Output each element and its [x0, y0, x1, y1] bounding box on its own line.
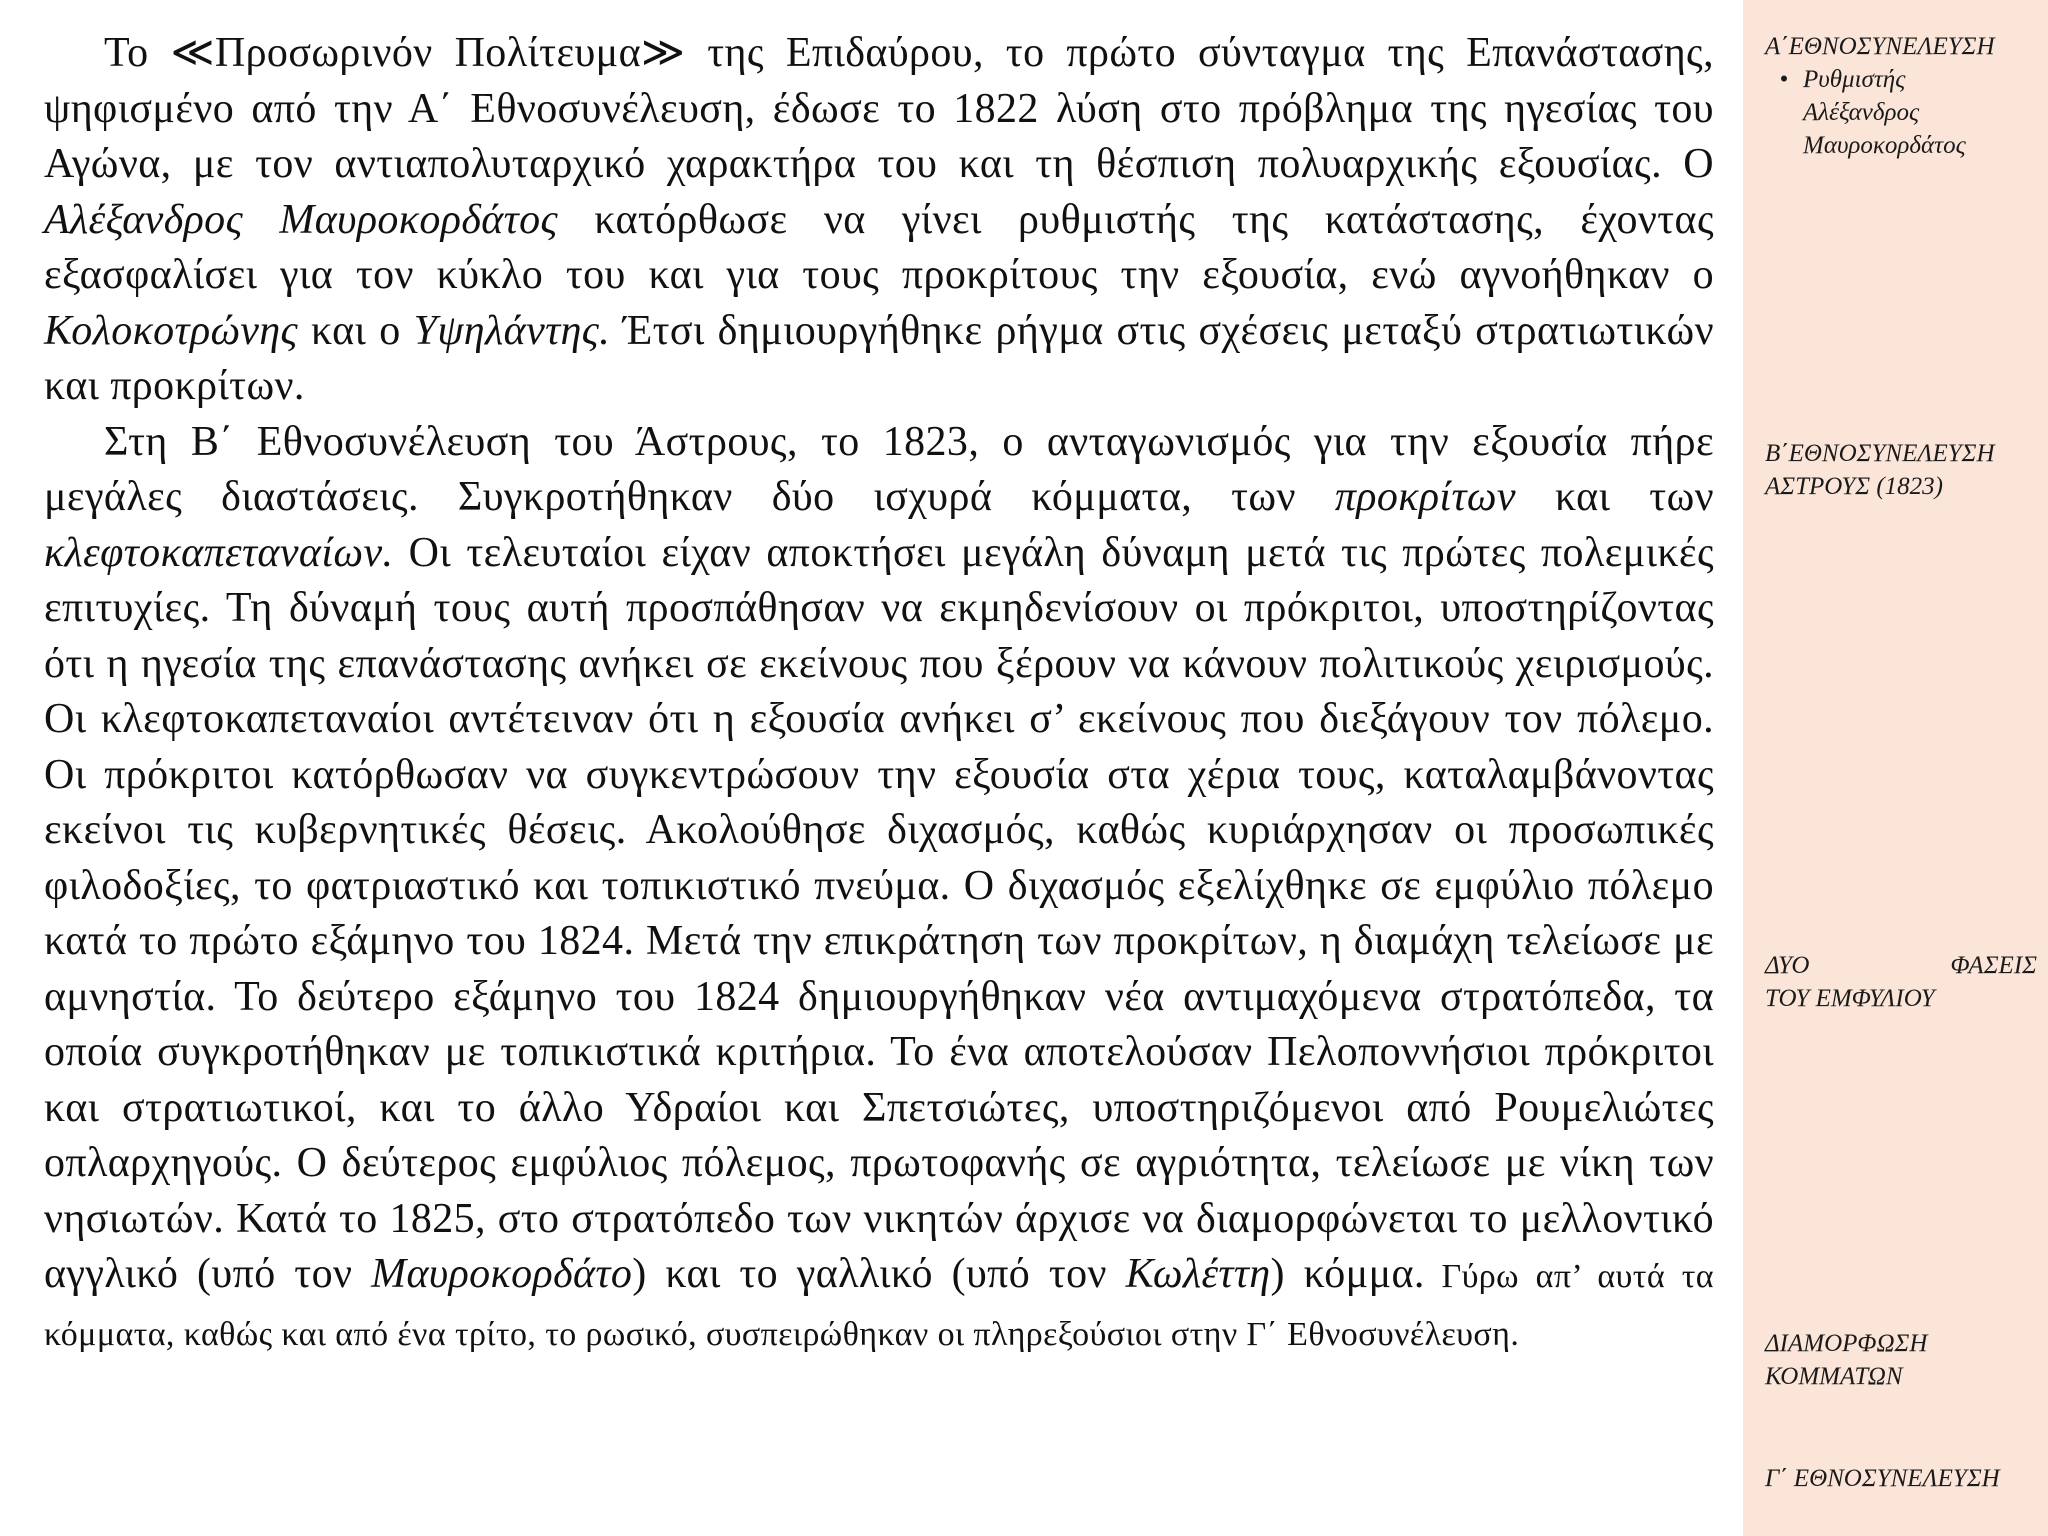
p2-emphasis-mavrokordato: Μαυροκορδάτο: [371, 1251, 633, 1297]
note-civil-war-word-1: ΔΥΟ: [1765, 952, 1810, 979]
note-party-formation-line-1: ΔΙΑΜΟΡΦΩΣΗ: [1765, 1330, 1928, 1357]
note-first-assembly-title: Α΄ΕΘΝΟΣΥΝΕΛΕΥΣΗ: [1765, 33, 1995, 60]
p2-emphasis-kleftokapetanaioi: κλεφτοκαπεταναίων.: [44, 529, 394, 576]
paragraph-second-assembly: [44, 415, 1714, 1363]
note-second-assembly-line-2: ΑΣΤΡΟΥΣ (1823): [1765, 473, 1943, 500]
note-third-assembly-line: Γ΄ ΕΘΝΟΣΥΝΕΛΕΥΣΗ: [1765, 1465, 2000, 1492]
note-civil-war-phases: [1765, 949, 2037, 1015]
p2-text-2: και των: [1515, 474, 1715, 520]
note-party-formation: [1765, 1327, 2037, 1393]
p2-text-1: Στη Β΄ Εθνοσυνέλευση του Άστρους, το 1823, ο ανταγωνισμός για την εξουσία πήρε μεγάλες διαστάσεις. Συγκροτήθηκαν δύο ισχυρά κόμματα, των: [44, 418, 1714, 520]
margin-notes-sidebar: [1743, 0, 2048, 1536]
p1-text-4: Έτσι δημιουργήθηκε ρήγμα στις σχέσεις μεταξύ στρατιωτικών και προκρίτων.: [44, 307, 1714, 409]
note-second-assembly-line-1: Β΄ΕΘΝΟΣΥΝΕΛΕΥΣΗ: [1765, 440, 1995, 467]
p2-text-3: Οι τελευταίοι είχαν αποκτήσει μεγάλη δύναμη μετά τις πρώτες πολεμικές επιτυχίες. Τη δύναμή τους αυτή προσπάθησαν να εκμηδενίσουν οι πρόκριτοι, υποστηρίζοντας ότι η ηγεσία της επανάστασης ανήκει σε εκείνους που ξέρουν να κάνουν πολιτικούς χειρισμούς. Οι κλεφτοκαπεταναίοι αντέτειναν ότι η εξουσία ανήκει σ’ εκείνους που διεξάγουν τον πόλεμο. Οι πρόκριτοι κατόρθωσαν να συγκεντρώσουν την εξουσία στα χέρια τους, καταλαμβάνοντας εκείνοι τις κυβερνητικές θέσεις. Ακολούθησε διχασμός, καθώς κυριάρχησαν οι προσωπικές φιλοδοξίες, το φατριαστικό και τοπικιστικό πνεύμα. Ο διχασμός εξελίχθηκε σε εμφύλιο πόλεμο κατά το πρώτο εξάμηνο του 1824. Μετά την επικράτηση των προκρίτων, η διαμάχη τελείωσε με αμνηστία. Το δεύτερο εξάμηνο του 1824 δημιουργήθηκαν νέα αντιμαχόμενα στρατόπεδα, τα οποία συγκροτήθηκαν με τοπικιστικά κριτήρια. Το ένα αποτελούσαν Πελοποννήσιοι πρόκριτοι και στρατιωτικοί, και το άλλο Υδραίοι και Σπετσιώτες, υποστηριζόμενοι από Ρουμελιώτες οπλαρχηγούς. Ο δεύτερος εμφύλιος πόλεμος, πρωτοφανής σε αγριότητα, τελείωσε με νίκη των νησιωτών. Κατά το 1825, στο στρατόπεδο των νικητών άρχισε να διαμορφώνεται το μελλοντικό αγγλικό (υπό τον: [44, 529, 1714, 1297]
paragraph-first-assembly: [44, 26, 1714, 415]
p1-text-3: και ο: [297, 307, 414, 354]
note-first-assembly: [1765, 30, 2037, 162]
main-text: [44, 26, 1714, 1362]
p1-emphasis-ypsilantis: Υψηλάντης.: [413, 307, 611, 354]
note-civil-war-word-2: ΦΑΣΕΙΣ: [1950, 952, 2037, 979]
note-third-assembly: [1765, 1462, 2037, 1495]
p1-text-1: Το ≪Προσωρινόν Πολίτευμα≫ της Επιδαύρου, το πρώτο σύνταγμα της Επανάστασης, ψηφισμένο από την Α΄ Εθνοσυνέλευση, έδωσε το 1822 λύση στο πρόβλημα της ηγεσίας του Αγώνα, με τον αντιαπολυταρχικό χαρακτήρα του και τη θέσπιση πολυαρχικής εξουσίας. Ο: [44, 30, 1714, 187]
p1-text-2: κατόρθωσε να γίνει ρυθμιστής της κατάστασης, έχοντας εξασφαλίσει για τον κύκλο του και για τους προκρίτους την εξουσία, ενώ αγνοήθηκαν ο: [44, 196, 1714, 298]
note-alexandros: Αλέξανδρος: [1803, 99, 1920, 126]
note-civil-war-line-2: ΤΟΥ ΕΜΦΥΛΙΟΥ: [1765, 985, 1935, 1012]
p1-emphasis-kolokotronis: Κολοκοτρώνης: [44, 307, 298, 354]
note-regulator: Ρυθμιστής: [1803, 66, 1906, 93]
p2-emphasis-prokritoi: προκρίτων: [1334, 474, 1516, 520]
note-party-formation-line-2: ΚΟΜΜΑΤΩΝ: [1765, 1363, 1903, 1390]
bullet-icon: •: [1779, 66, 1789, 93]
note-civil-war-line-1: [1765, 949, 2037, 982]
p1-emphasis-mavrokordatos: Αλέξανδρος Μαυροκορδάτος: [44, 196, 558, 243]
p2-text-5: ) κόμμα.: [1270, 1251, 1425, 1297]
p2-emphasis-koletti: Κωλέττη: [1125, 1251, 1271, 1297]
note-second-assembly: [1765, 437, 2037, 503]
p2-text-6-small: Γύρω απ’ αυτά τα κόμματα, καθώς και από ένα τρίτο, το ρωσικό, συσπειρώθηκαν οι πληρεξούσιοι στην Γ΄ Εθνοσυνέλευση.: [44, 1258, 1715, 1353]
p2-text-4: ) και το γαλλικό (υπό τον: [632, 1251, 1126, 1297]
note-first-assembly-bullet-row: [1765, 63, 2037, 96]
note-mavrokordatos: Μαυροκορδάτος: [1803, 132, 1966, 159]
